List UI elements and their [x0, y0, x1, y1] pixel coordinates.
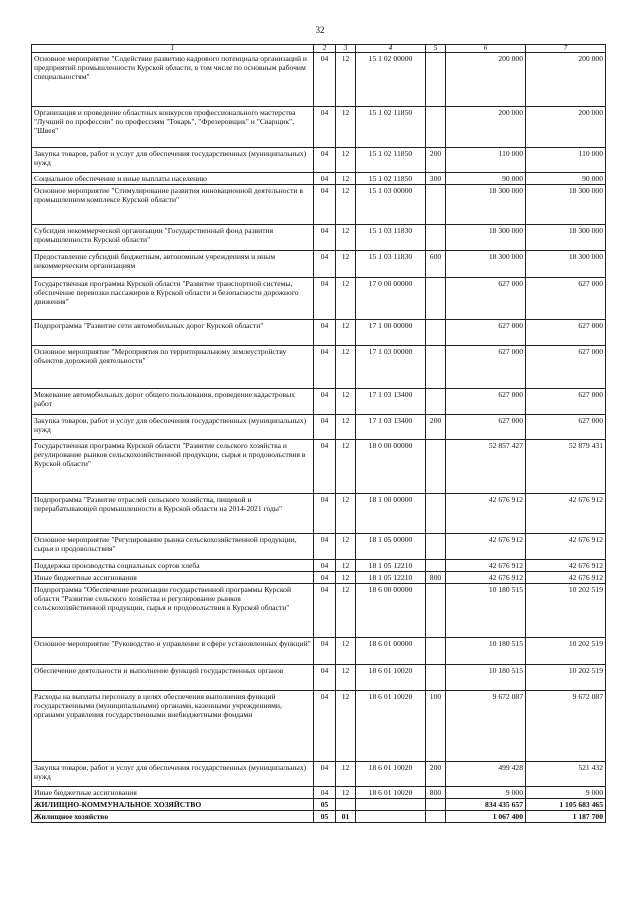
table-row: [32, 560, 606, 572]
row-subsection-cell: 12: [336, 638, 356, 665]
row-section-cell: 04: [314, 173, 336, 185]
row-section-cell: 04: [314, 389, 336, 415]
row-name-cell: Поддержка производства социальных сортов хлеба: [32, 560, 314, 572]
row-amount-year2-cell: 627 000: [526, 320, 606, 346]
row-amount-year1-cell: 627 000: [446, 346, 526, 389]
row-section-cell: 04: [314, 584, 336, 638]
row-amount-year2-cell: 627 000: [526, 389, 606, 415]
table-row: [32, 148, 606, 173]
row-target-article-cell: 18 1 05 12210: [356, 572, 426, 584]
row-section-cell: 04: [314, 148, 336, 173]
row-amount-year1-cell: 10 180 515: [446, 584, 526, 638]
row-subsection-cell: 12: [336, 185, 356, 225]
row-section-cell: 04: [314, 415, 336, 440]
row-amount-year1-cell: 627 000: [446, 415, 526, 440]
row-expense-type-cell: 300: [426, 173, 446, 185]
row-amount-year2-cell: 18 300 000: [526, 185, 606, 225]
row-target-article-cell: 18 6 01 00000: [356, 638, 426, 665]
table-row: [32, 320, 606, 346]
row-expense-type-cell: [426, 440, 446, 494]
row-target-article-cell: 15 1 03 00000: [356, 185, 426, 225]
row-amount-year1-cell: 42 676 912: [446, 572, 526, 584]
table-row: [32, 389, 606, 415]
row-section-cell: 04: [314, 572, 336, 584]
row-section-cell: 04: [314, 534, 336, 560]
table-row: [32, 572, 606, 584]
row-amount-year2-cell: 90 000: [526, 173, 606, 185]
row-subsection-cell: 12: [336, 560, 356, 572]
row-amount-year1-cell: 18 300 000: [446, 251, 526, 278]
row-name-cell: Государственная программа Курской области "Развитие сельского хозяйства и регулирование рынков сельскохозяйственной продукции, сырья и продовольствия в Курской области": [32, 440, 314, 494]
row-subsection-cell: 12: [336, 278, 356, 320]
row-amount-year2-cell: 18 300 000: [526, 251, 606, 278]
row-subsection-cell: 12: [336, 148, 356, 173]
row-target-article-cell: 18 6 01 10020: [356, 762, 426, 787]
row-name-cell: Иные бюджетные ассигнования: [32, 572, 314, 584]
row-amount-year2-cell: 10 202 519: [526, 638, 606, 665]
row-subsection-cell: 12: [336, 225, 356, 251]
row-name-cell: Подпрограмма "Развитие отраслей сельского хозяйства, пищевой и перерабатывающей промышленности в Курской области на 2014-2021 годы": [32, 494, 314, 534]
row-target-article-cell: 15 1 02 11850: [356, 107, 426, 148]
row-amount-year1-cell: 499 428: [446, 762, 526, 787]
row-name-cell: Субсидия некоммерческой организации "Государственный фонд развития промышленности Курской области": [32, 225, 314, 251]
page-number: 32: [315, 25, 325, 35]
row-amount-year2-cell: 1 187 700: [526, 811, 606, 823]
row-amount-year2-cell: 200 000: [526, 107, 606, 148]
table-row: [32, 494, 606, 534]
row-amount-year2-cell: 627 000: [526, 278, 606, 320]
row-section-cell: 04: [314, 665, 336, 691]
row-name-cell: Основное мероприятие "Содействие развитию кадрового потенциала организаций и предприятий промышленности Курской области, в том числе по основным рабочим специальностям": [32, 53, 314, 107]
row-name-cell: Закупка товаров, работ и услуг для обеспечения государственных (муниципальных) нужд: [32, 762, 314, 787]
row-section-cell: 04: [314, 346, 336, 389]
row-subsection-cell: 12: [336, 762, 356, 787]
row-expense-type-cell: [426, 584, 446, 638]
table-row: [32, 278, 606, 320]
row-amount-year1-cell: 1 067 400: [446, 811, 526, 823]
row-expense-type-cell: [426, 185, 446, 225]
row-target-article-cell: 17 1 03 13400: [356, 415, 426, 440]
table-row: [32, 173, 606, 185]
row-section-cell: 04: [314, 440, 336, 494]
row-subsection-cell: 12: [336, 691, 356, 762]
row-amount-year1-cell: 627 000: [446, 389, 526, 415]
row-amount-year2-cell: 42 676 912: [526, 494, 606, 534]
header-col-7: 7: [526, 45, 606, 53]
row-section-cell: 04: [314, 251, 336, 278]
row-target-article-cell: 15 1 03 11830: [356, 225, 426, 251]
header-col-3: 3: [336, 45, 356, 53]
row-expense-type-cell: [426, 494, 446, 534]
row-amount-year1-cell: 18 300 000: [446, 185, 526, 225]
table-row: [32, 787, 606, 799]
row-section-cell: 04: [314, 762, 336, 787]
row-amount-year1-cell: 42 676 912: [446, 560, 526, 572]
row-subsection-cell: 12: [336, 584, 356, 638]
row-target-article-cell: 15 1 02 11850: [356, 148, 426, 173]
row-subsection-cell: 12: [336, 534, 356, 560]
table-row: [32, 440, 606, 494]
row-section-cell: 04: [314, 53, 336, 107]
row-expense-type-cell: [426, 107, 446, 148]
table-row: [32, 584, 606, 638]
row-amount-year2-cell: 42 676 912: [526, 572, 606, 584]
row-amount-year2-cell: 10 202 519: [526, 584, 606, 638]
table-row: [32, 811, 606, 823]
row-amount-year1-cell: 52 857 427: [446, 440, 526, 494]
row-subsection-cell: 12: [336, 440, 356, 494]
table-row: [32, 225, 606, 251]
row-section-cell: 05: [314, 811, 336, 823]
row-expense-type-cell: [426, 665, 446, 691]
row-section-cell: 04: [314, 494, 336, 534]
row-amount-year1-cell: 200 000: [446, 107, 526, 148]
row-amount-year2-cell: 627 000: [526, 415, 606, 440]
table-row: [32, 415, 606, 440]
row-expense-type-cell: [426, 225, 446, 251]
row-name-cell: Расходы на выплаты персоналу в целях обеспечения выполнения функций государственными (муниципальными) органами, казенными учреждениями, органами управления государственными внебюджетными фондами: [32, 691, 314, 762]
row-name-cell: ЖИЛИЩНО-КОММУНАЛЬНОЕ ХОЗЯЙСТВО: [32, 799, 314, 811]
row-target-article-cell: 17 1 03 00000: [356, 346, 426, 389]
header-col-2: 2: [314, 45, 336, 53]
table-row: [32, 762, 606, 787]
row-expense-type-cell: [426, 560, 446, 572]
row-subsection-cell: 12: [336, 389, 356, 415]
row-target-article-cell: 18 6 00 00000: [356, 584, 426, 638]
row-amount-year1-cell: 10 180 515: [446, 638, 526, 665]
row-subsection-cell: 12: [336, 494, 356, 534]
row-expense-type-cell: 800: [426, 787, 446, 799]
row-name-cell: Подпрограмма "Обеспечение реализации государственной программы Курской области "Развитие сельского хозяйства и регулирование рынков сельскохозяйственной продукции, сырья и продовольствия в Курской области": [32, 584, 314, 638]
row-target-article-cell: [356, 811, 426, 823]
row-expense-type-cell: [426, 53, 446, 107]
table-row: [32, 185, 606, 225]
row-target-article-cell: 18 6 01 10020: [356, 691, 426, 762]
row-amount-year2-cell: 9 672 087: [526, 691, 606, 762]
row-expense-type-cell: 800: [426, 572, 446, 584]
row-section-cell: 04: [314, 278, 336, 320]
table-row: [32, 799, 606, 811]
budget-table: [31, 44, 606, 823]
row-name-cell: Закупка товаров, работ и услуг для обеспечения государственных (муниципальных) нужд: [32, 415, 314, 440]
row-amount-year2-cell: 42 676 912: [526, 560, 606, 572]
row-amount-year1-cell: 9 000: [446, 787, 526, 799]
table-row: [32, 638, 606, 665]
row-amount-year1-cell: 90 000: [446, 173, 526, 185]
row-section-cell: 04: [314, 225, 336, 251]
row-section-cell: 04: [314, 320, 336, 346]
row-target-article-cell: 17 0 00 00000: [356, 278, 426, 320]
row-target-article-cell: 15 1 02 11850: [356, 173, 426, 185]
table-body: [32, 53, 606, 823]
row-amount-year2-cell: 42 676 912: [526, 534, 606, 560]
table-row: [32, 534, 606, 560]
row-section-cell: 04: [314, 560, 336, 572]
table-row: [32, 107, 606, 148]
row-section-cell: 05: [314, 799, 336, 811]
row-subsection-cell: 12: [336, 787, 356, 799]
row-section-cell: 04: [314, 107, 336, 148]
row-subsection-cell: 12: [336, 346, 356, 389]
row-amount-year1-cell: 42 676 912: [446, 494, 526, 534]
row-name-cell: Государственная программа Курской области "Развитие транспортной системы, обеспечение перевозки пассажиров в Курской области и безопасности дорожного движения": [32, 278, 314, 320]
row-name-cell: Основное мероприятие "Стимулирование развития инновационной деятельности в промышленном комплексе Курской области": [32, 185, 314, 225]
row-expense-type-cell: 600: [426, 251, 446, 278]
row-name-cell: Социальное обеспечение и иные выплаты населению: [32, 173, 314, 185]
row-target-article-cell: 18 1 05 00000: [356, 534, 426, 560]
row-expense-type-cell: [426, 534, 446, 560]
row-name-cell: Обеспечение деятельности и выполнение функций государственных органов: [32, 665, 314, 691]
table-row: [32, 691, 606, 762]
row-name-cell: Предоставление субсидий бюджетным, автономным учреждениям и иным некоммерческим организациям: [32, 251, 314, 278]
row-amount-year2-cell: 52 879 431: [526, 440, 606, 494]
row-name-cell: Основное мероприятие "Мероприятия по территориальному землеустройству объектов дорожной деятельности": [32, 346, 314, 389]
row-section-cell: 04: [314, 787, 336, 799]
row-name-cell: Межевание автомобильных дорог общего пользования, проведение кадастровых работ: [32, 389, 314, 415]
row-expense-type-cell: 200: [426, 415, 446, 440]
row-expense-type-cell: [426, 638, 446, 665]
row-amount-year2-cell: 521 432: [526, 762, 606, 787]
header-col-6: 6: [446, 45, 526, 53]
row-subsection-cell: 01: [336, 811, 356, 823]
row-amount-year1-cell: 627 000: [446, 320, 526, 346]
row-amount-year2-cell: 9 000: [526, 787, 606, 799]
table-row: [32, 346, 606, 389]
row-amount-year2-cell: 627 000: [526, 346, 606, 389]
row-subsection-cell: 12: [336, 107, 356, 148]
row-target-article-cell: 17 1 03 13400: [356, 389, 426, 415]
row-name-cell: Основное мероприятие "Регулирование рынка сельскохозяйственной продукции, сырья и продовольствия": [32, 534, 314, 560]
row-expense-type-cell: [426, 799, 446, 811]
header-col-5: 5: [426, 45, 446, 53]
row-amount-year2-cell: 10 202 519: [526, 665, 606, 691]
row-subsection-cell: 12: [336, 415, 356, 440]
row-subsection-cell: 12: [336, 572, 356, 584]
row-expense-type-cell: [426, 346, 446, 389]
row-amount-year2-cell: 200 000: [526, 53, 606, 107]
row-amount-year1-cell: 627 000: [446, 278, 526, 320]
row-expense-type-cell: 100: [426, 691, 446, 762]
row-expense-type-cell: [426, 811, 446, 823]
header-col-1: 1: [32, 45, 314, 53]
row-amount-year1-cell: 200 000: [446, 53, 526, 107]
row-target-article-cell: 18 6 01 10020: [356, 787, 426, 799]
row-amount-year2-cell: 1 105 683 465: [526, 799, 606, 811]
row-subsection-cell: 12: [336, 665, 356, 691]
row-target-article-cell: [356, 799, 426, 811]
row-name-cell: Подпрограмма "Развитие сети автомобильных дорог Курской области": [32, 320, 314, 346]
table-header-row: [32, 45, 606, 53]
row-amount-year2-cell: 18 300 000: [526, 225, 606, 251]
row-section-cell: 04: [314, 638, 336, 665]
row-expense-type-cell: 200: [426, 148, 446, 173]
row-amount-year1-cell: 18 300 000: [446, 225, 526, 251]
header-col-4: 4: [356, 45, 426, 53]
row-name-cell: Жилищное хозяйство: [32, 811, 314, 823]
row-amount-year1-cell: 9 672 087: [446, 691, 526, 762]
row-subsection-cell: 12: [336, 173, 356, 185]
row-target-article-cell: 18 6 01 10020: [356, 665, 426, 691]
row-name-cell: Основное мероприятие "Руководство и управление в сфере установленных функций": [32, 638, 314, 665]
row-target-article-cell: 18 1 05 12210: [356, 560, 426, 572]
table-row: [32, 53, 606, 107]
row-target-article-cell: 15 1 03 11830: [356, 251, 426, 278]
row-subsection-cell: [336, 799, 356, 811]
row-amount-year1-cell: 42 676 912: [446, 534, 526, 560]
row-section-cell: 04: [314, 691, 336, 762]
row-amount-year2-cell: 110 000: [526, 148, 606, 173]
row-expense-type-cell: [426, 278, 446, 320]
row-target-article-cell: 17 1 00 00000: [356, 320, 426, 346]
row-expense-type-cell: [426, 389, 446, 415]
row-expense-type-cell: [426, 320, 446, 346]
row-subsection-cell: 12: [336, 320, 356, 346]
row-subsection-cell: 12: [336, 53, 356, 107]
row-target-article-cell: 18 1 00 00000: [356, 494, 426, 534]
row-target-article-cell: 18 0 00 00000: [356, 440, 426, 494]
row-expense-type-cell: 200: [426, 762, 446, 787]
table-row: [32, 665, 606, 691]
row-subsection-cell: 12: [336, 251, 356, 278]
row-section-cell: 04: [314, 185, 336, 225]
row-target-article-cell: 15 1 02 00000: [356, 53, 426, 107]
table-row: [32, 251, 606, 278]
row-amount-year1-cell: 834 435 657: [446, 799, 526, 811]
row-amount-year1-cell: 110 000: [446, 148, 526, 173]
row-amount-year1-cell: 10 180 515: [446, 665, 526, 691]
row-name-cell: Закупка товаров, работ и услуг для обеспечения государственных (муниципальных) нужд: [32, 148, 314, 173]
row-name-cell: Иные бюджетные ассигнования: [32, 787, 314, 799]
row-name-cell: Организация и проведение областных конкурсов профессионального мастерства "Лучший по профессии" по профессиям "Токарь", "Фрезеровщик" и "Сварщик", "Швея": [32, 107, 314, 148]
